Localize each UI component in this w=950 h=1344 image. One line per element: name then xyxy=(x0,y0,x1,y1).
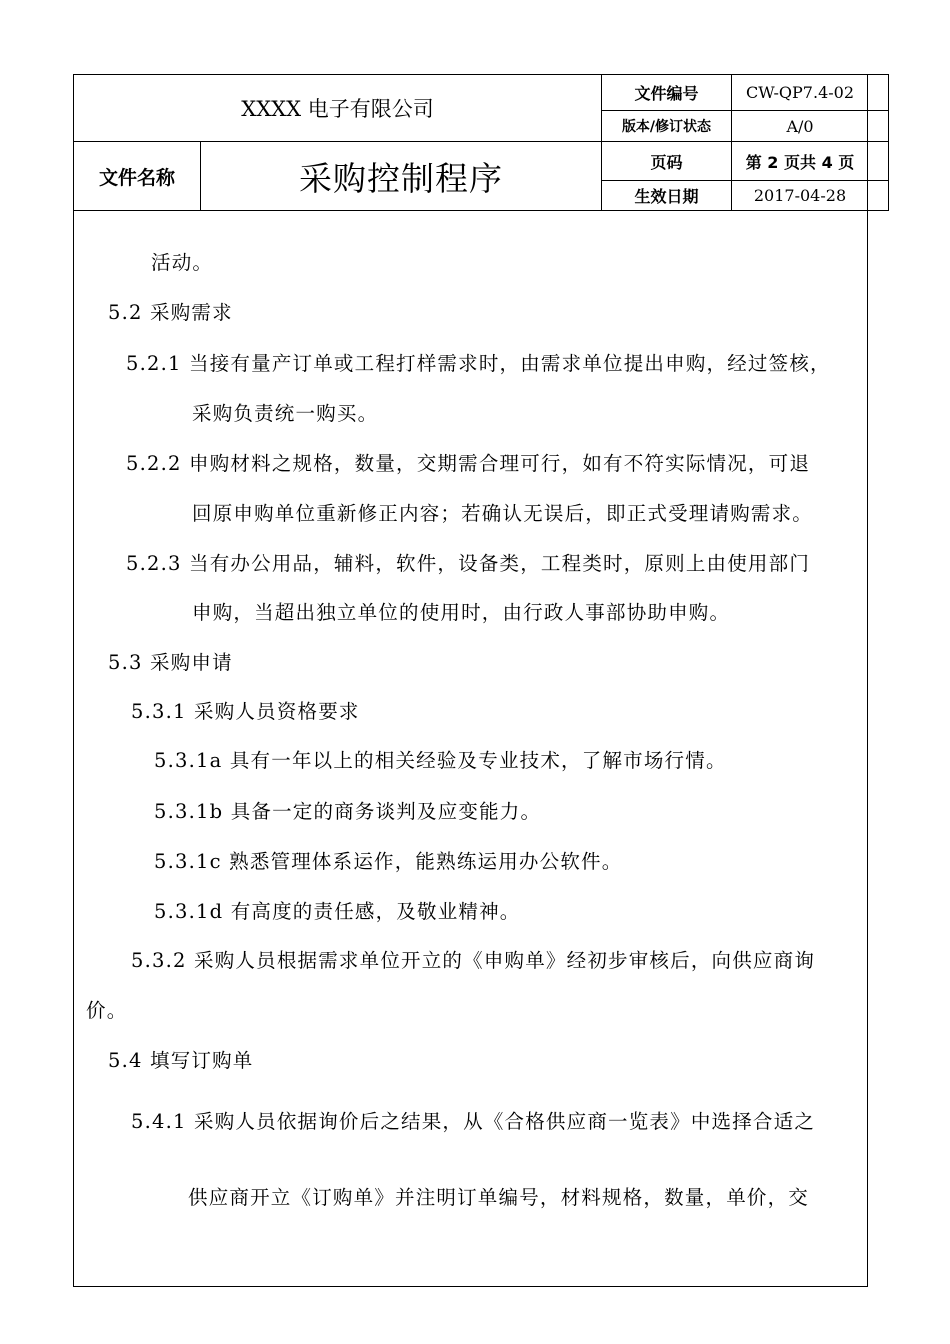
body-line: 5.3.1d 有高度的责任感，及敬业精神。 xyxy=(154,900,521,923)
body-line: 5.2.2 申购材料之规格，数量，交期需合理可行，如有不符实际情况，可退 xyxy=(126,452,811,475)
body-line: 价。 xyxy=(86,999,128,1022)
body-line: 5.3.1a 具有一年以上的相关经验及专业技术，了解市场行情。 xyxy=(154,749,727,772)
section-heading: 5.4 填写订购单 xyxy=(108,1049,254,1072)
meta-value-effective-date: 2017-04-28 xyxy=(753,186,847,205)
meta-bottom-ext xyxy=(868,210,889,211)
body-line: 5.3.2 采购人员根据需求单位开立的《申购单》经初步审核后，向供应商询 xyxy=(131,949,816,972)
document-title: 采购控制程序 xyxy=(299,158,503,198)
section-heading: 5.2 采购需求 xyxy=(108,301,233,324)
body-line: 5.3.1b 具备一定的商务谈判及应变能力。 xyxy=(154,800,542,823)
body-line: 采购负责统一购买。 xyxy=(192,402,379,425)
header-divider-bottom xyxy=(73,210,868,211)
meta-col-right-ext xyxy=(888,74,889,211)
body-line: 5.2.1 当接有量产订单或工程打样需求时，由需求单位提出申购，经过签核， xyxy=(126,352,831,375)
meta-value-version: A/0 xyxy=(786,116,814,136)
body-line: 活动。 xyxy=(151,251,214,274)
meta-label-doc-number: 文件编号 xyxy=(634,84,699,103)
meta-top-ext xyxy=(868,74,889,75)
body-line: 5.3.1 采购人员资格要求 xyxy=(131,700,360,723)
meta-divider-2 xyxy=(868,141,889,142)
meta-label-version: 版本/修订状态 xyxy=(621,119,712,135)
body-line: 申购，当超出独立单位的使用时，由行政人事部协助申购。 xyxy=(192,601,731,624)
doc-name-label: 文件名称 xyxy=(98,166,175,189)
body-line: 供应商开立《订购单》并注明订单编号，材料规格，数量，单价，交 xyxy=(188,1186,810,1209)
body-line: 5.4.1 采购人员依据询价后之结果，从《合格供应商一览表》中选择合适之 xyxy=(131,1110,816,1133)
company-name: XXXX 电子有限公司 xyxy=(241,97,434,121)
meta-value-page: 第 2 页共 4 页 xyxy=(745,152,855,172)
section-heading: 5.3 采购申请 xyxy=(108,651,233,674)
meta-value-doc-number: CW-QP7.4-02 xyxy=(745,83,855,102)
body-line: 5.2.3 当有办公用品，辅料，软件，设备类，工程类时，原则上由使用部门 xyxy=(126,552,811,575)
body-line: 5.3.1c 熟悉管理体系运作，能熟练运用办公软件。 xyxy=(154,850,623,873)
meta-label-page: 页码 xyxy=(650,152,683,172)
body-line: 回原申购单位重新修正内容；若确认无误后，即正式受理请购需求。 xyxy=(192,502,814,525)
meta-label-effective-date: 生效日期 xyxy=(634,187,699,206)
